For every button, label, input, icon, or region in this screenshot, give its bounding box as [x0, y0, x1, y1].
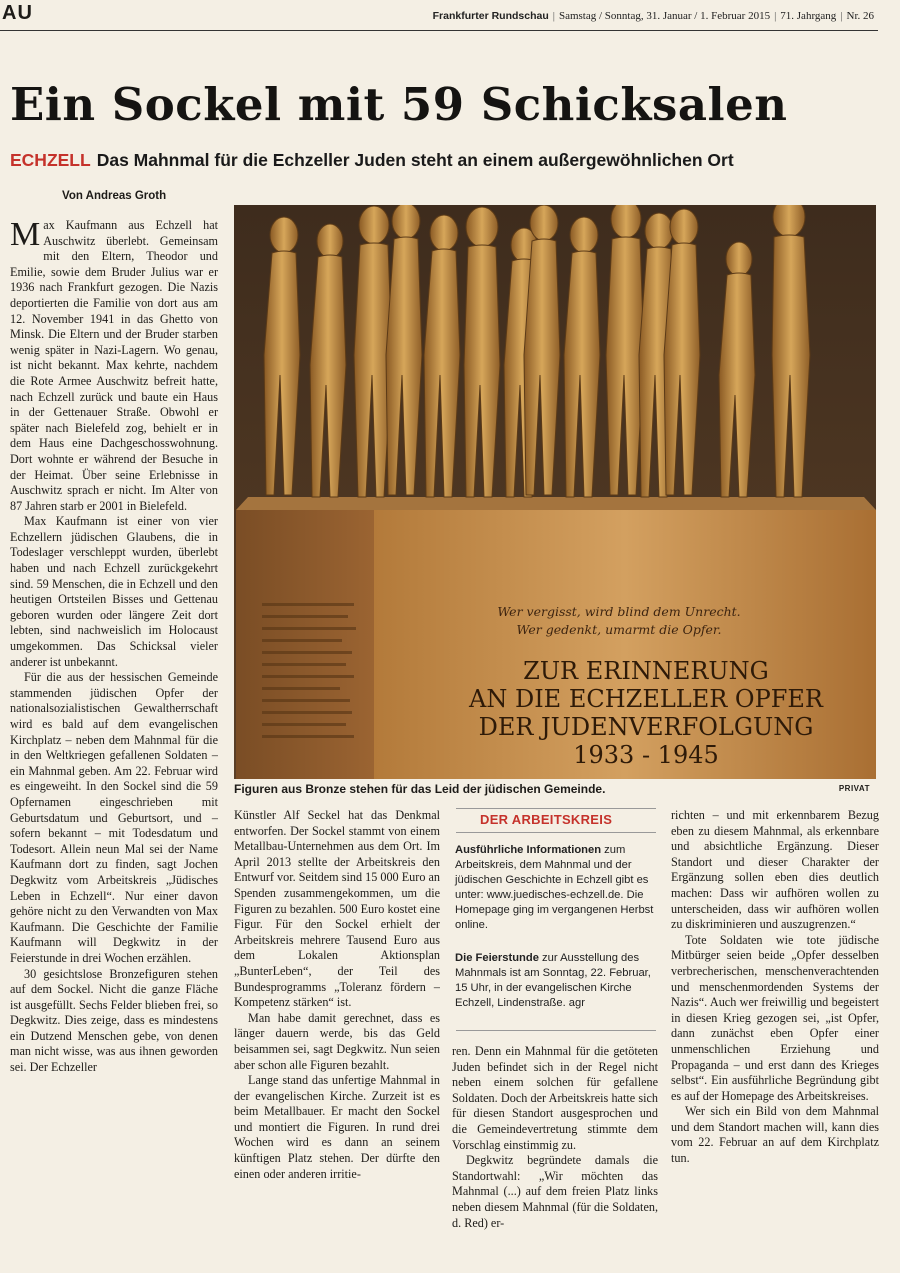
plinth-quote-2: Wer gedenkt, umarmt die Opfer. [516, 622, 722, 637]
paper-name: Frankfurter Rundschau [432, 10, 549, 22]
paragraph: Künstler Alf Seckel hat das Denkmal entworfen. Der Sockel stammt von einem Metallbau-Unternehmen aus dem Ort. Im April 2013 stellte der Arbeitskreis den Entwurf vor. Seitdem sind 15 000 Euro an Spenden zusammengekommen, um die Figuren zu bezahlen. 500 Euro kostet eine Figur. Für den Sockel erhielt der Arbeitskreis mehrere Tausend Euro aus dem Lokalen Aktionsplan „BunterLeben“, der Teil des Bundesprogramms „Toleranz fördern – Kompetenz stärken“ ist. [234, 808, 440, 1010]
infobox-info [455, 843, 660, 933]
section-label: AU [2, 2, 33, 24]
plinth-quote-1: Wer vergisst, wird blind dem Unrecht. [497, 604, 741, 619]
infobox-event-text: zur Ausstellung des Mahnmals ist am Sonntag, 22. Februar, 15 Uhr, in der evangelischen Kirche Echzell, Lindenstraße. agr [455, 952, 651, 1009]
headline: Ein Sockel mit 59 Schicksalen [10, 78, 788, 131]
paragraph-text: ax Kaufmann aus Echzell hat Auschwitz überlebt. Gemeinsam mit den Eltern, Theodor und Emilie, sowie dem Bruder Julius war er 1936 nach Frankfurt gezogen. Die Nazis deportierten die Familie von dort aus am 12. November 1941 in das Ghetto von Minsk. Die Eltern und der Bruder starben wenig später in Nazi-Lagern. Wo genau, ist nicht bekannt. Max kehrte, nachdem die Rote Armee Auschwitz befreit hatte, nach Echzell zurück und baute ein Haus in der Gettenauer Straße. Obwohl er später nach Bielefeld zog, behielt er in dem Haus eine Dachgeschosswohnung. Dort wohnte er während der Besuche in der Heimat. Über seine Erlebnisse in Auschwitz sprach er nicht. Im Alter von 87 Jahren starb er 2001 in Bielefeld. [10, 218, 218, 513]
plinth-line-3: DER JUDENVERFOLGUNG [478, 713, 814, 741]
subheadline: Das Mahnmal für die Echzeller Juden steht an einem außergewöhnlichen Ort [96, 150, 734, 170]
plinth-side [236, 510, 374, 779]
kicker: ECHZELL [10, 150, 91, 170]
paragraph: 30 gesichtslose Bronzefiguren stehen auf dem Sockel. Nicht die ganze Fläche ist ausgefüllt. Sechs Felder blieben frei, so Degkwitz. Dies zeige, dass es mindestens ein Dutzend Menschen gebe, von denen man nicht wisse, was aus ihnen geworden sei. Der Echzeller [10, 966, 218, 1075]
infobox-info-text: zum Arbeitskreis, dem Mahnmal und der jüdischen Geschichte in Echzell gibt es unter: www.juedisches-echzell.de. Die Homepage ging im vergangenen Herbst online. [455, 844, 654, 931]
plinth-line-1: ZUR ERINNERUNG [523, 657, 769, 685]
infobox-event-bold: Die Feierstunde [455, 952, 539, 964]
article-column-3 [452, 1044, 658, 1249]
dropcap: M [10, 218, 41, 253]
photo-credit: PRIVAT [838, 784, 870, 793]
masthead-info: Frankfurter Rundschau | Samstag / Sonntag, 31. Januar / 1. Februar 2015 | 71. Jahrgang | Nr. 26 [432, 10, 874, 22]
author-byline: Von Andreas Groth [62, 190, 167, 202]
subheadline-row [10, 150, 734, 171]
paragraph: ren. Denn ein Mahnmal für die getöteten Juden befindet sich in der Regel nicht neben einem solchen für gefallene Soldaten. Doch der Arbeitskreis hatte sich für diesen Standort ausgesprochen und die Gemeindevertretung stimmte dem Vorschlag einstimmig zu. [452, 1044, 658, 1152]
masthead-rule [0, 30, 878, 31]
infobox-rule [456, 832, 656, 833]
plinth-years: 1933 - 1945 [573, 741, 719, 769]
memorial-illustration [234, 205, 876, 779]
paragraph: richten – und mit erkennbarem Bezug eben zu diesem Mahnmal, als erkennbare und absichtliche Ergänzung. Dieser Standort und dieser Charakter der Ergänzung sollen eben dies deutlich machen: Dass wir aufhören wollen zu unterscheiden, dass wir aufhören wollen zu diskriminieren und auszugrenzen.“ [671, 808, 879, 932]
infobox-info-bold: Ausführliche Informationen [455, 844, 602, 856]
article-column-1 [10, 218, 218, 1258]
issue-date: Samstag / Sonntag, 31. Januar / 1. Februar 2015 [558, 10, 771, 22]
paragraph [10, 218, 218, 514]
memorial-photo [234, 205, 876, 779]
paragraph: Max Kaufmann ist einer von vier Echzellern jüdischen Glaubens, die in Todeslager verschleppt wurden, überlebt haben und nach Echzell zurückgekehrt sind. 59 Menschen, die in Echzell und den heutigen Ortsteilen Bisses und Gettenau geboren wurden oder längere Zeit dort lebten, sind nachweislich im Holocaust umgekommen. Das Schicksal vieler anderer ist unbekannt. [10, 514, 218, 669]
paragraph: Tote Soldaten wie tote jüdische Mitbürger seien beide „Opfer desselben verbrecherischen, menschenverachtenden und menschenmordenden Systems der Nazis“. Auch wer freiwillig und begeistert in diesen Krieg gezogen sei, „ist Opfer, dann zunächst eben Opfer einer unmenschlichen Erziehung und Propaganda – und erst dann des Krieges selbst“. Ein ausführliche Begründung gibt es auf der Homepage des Arbeitskreises. [671, 932, 879, 1103]
article-column-4 [671, 808, 879, 1248]
volume: 71. Jahrgang [780, 10, 837, 22]
photo-caption: Figuren aus Bronze stehen für das Leid der jüdischen Gemeinde. [234, 782, 606, 796]
paragraph: Degkwitz begründete damals die Standortwahl: „Wir möchten das Mahnmal (...) auf dem freien Platz links neben diesem Mahnmal (für die Soldaten, d. Red) er- [452, 1153, 658, 1230]
paragraph: Lange stand das unfertige Mahnmal in der evangelischen Kirche. Zurzeit ist es beim Metallbauer. Er macht den Sockel und montiert die Figuren. In rund drei Wochen wird es dann an seinem künftigen Platz stehen. Der dürfte den einen oder anderen irritie- [234, 1073, 440, 1181]
issue-number: Nr. 26 [846, 10, 874, 22]
paragraph: Wer sich ein Bild von dem Mahnmal und dem Standort machen will, kann dies vom 22. Februar an auf dem Kirchplatz tun. [671, 1104, 879, 1166]
infobox-heading: DER ARBEITSKREIS [480, 812, 613, 827]
paragraph: Man habe damit gerechnet, dass es länger dauern werde, bis das Geld beisammen sei, sagt Degkwitz. Nun seien aber schon alle Figuren bezahlt. [234, 1010, 440, 1072]
plinth-line-2: AN DIE ECHZELLER OPFER [469, 685, 823, 713]
paragraph: Für die aus der hessischen Gemeinde stammenden jüdischen Opfer der nationalsozialistischen Gewaltherrschaft wird es bald auf dem evangelischen Kirchplatz – neben dem Mahnmal für die in den Weltkriegen gefallenen Soldaten – ein Mahnmal geben. Am 22. Februar wird es eingeweiht. In den Sockel sind die 59 Opfernamen eingeschrieben mit Geburtsdatum und Geburtsort, und – sofern bekannt – mit Todesdatum und Todesort. Allein neun Mal sei der Name Kaufmann dort zu finden, sagt Jochen Degkwitz vom Arbeitskreis „Jüdisches Leben in Echzell“. Nur einer davon gehöre nicht zu den Verwandten von Max Kaufmann. Die Geschichte der Familie Kaufmann will Degkwitz in der Feierstunde in drei Wochen erzählen. [10, 670, 218, 965]
infobox-rule-top [456, 808, 656, 809]
infobox-event [455, 951, 660, 1011]
article-column-2 [234, 808, 440, 1248]
infobox-rule-bottom [456, 1030, 656, 1031]
